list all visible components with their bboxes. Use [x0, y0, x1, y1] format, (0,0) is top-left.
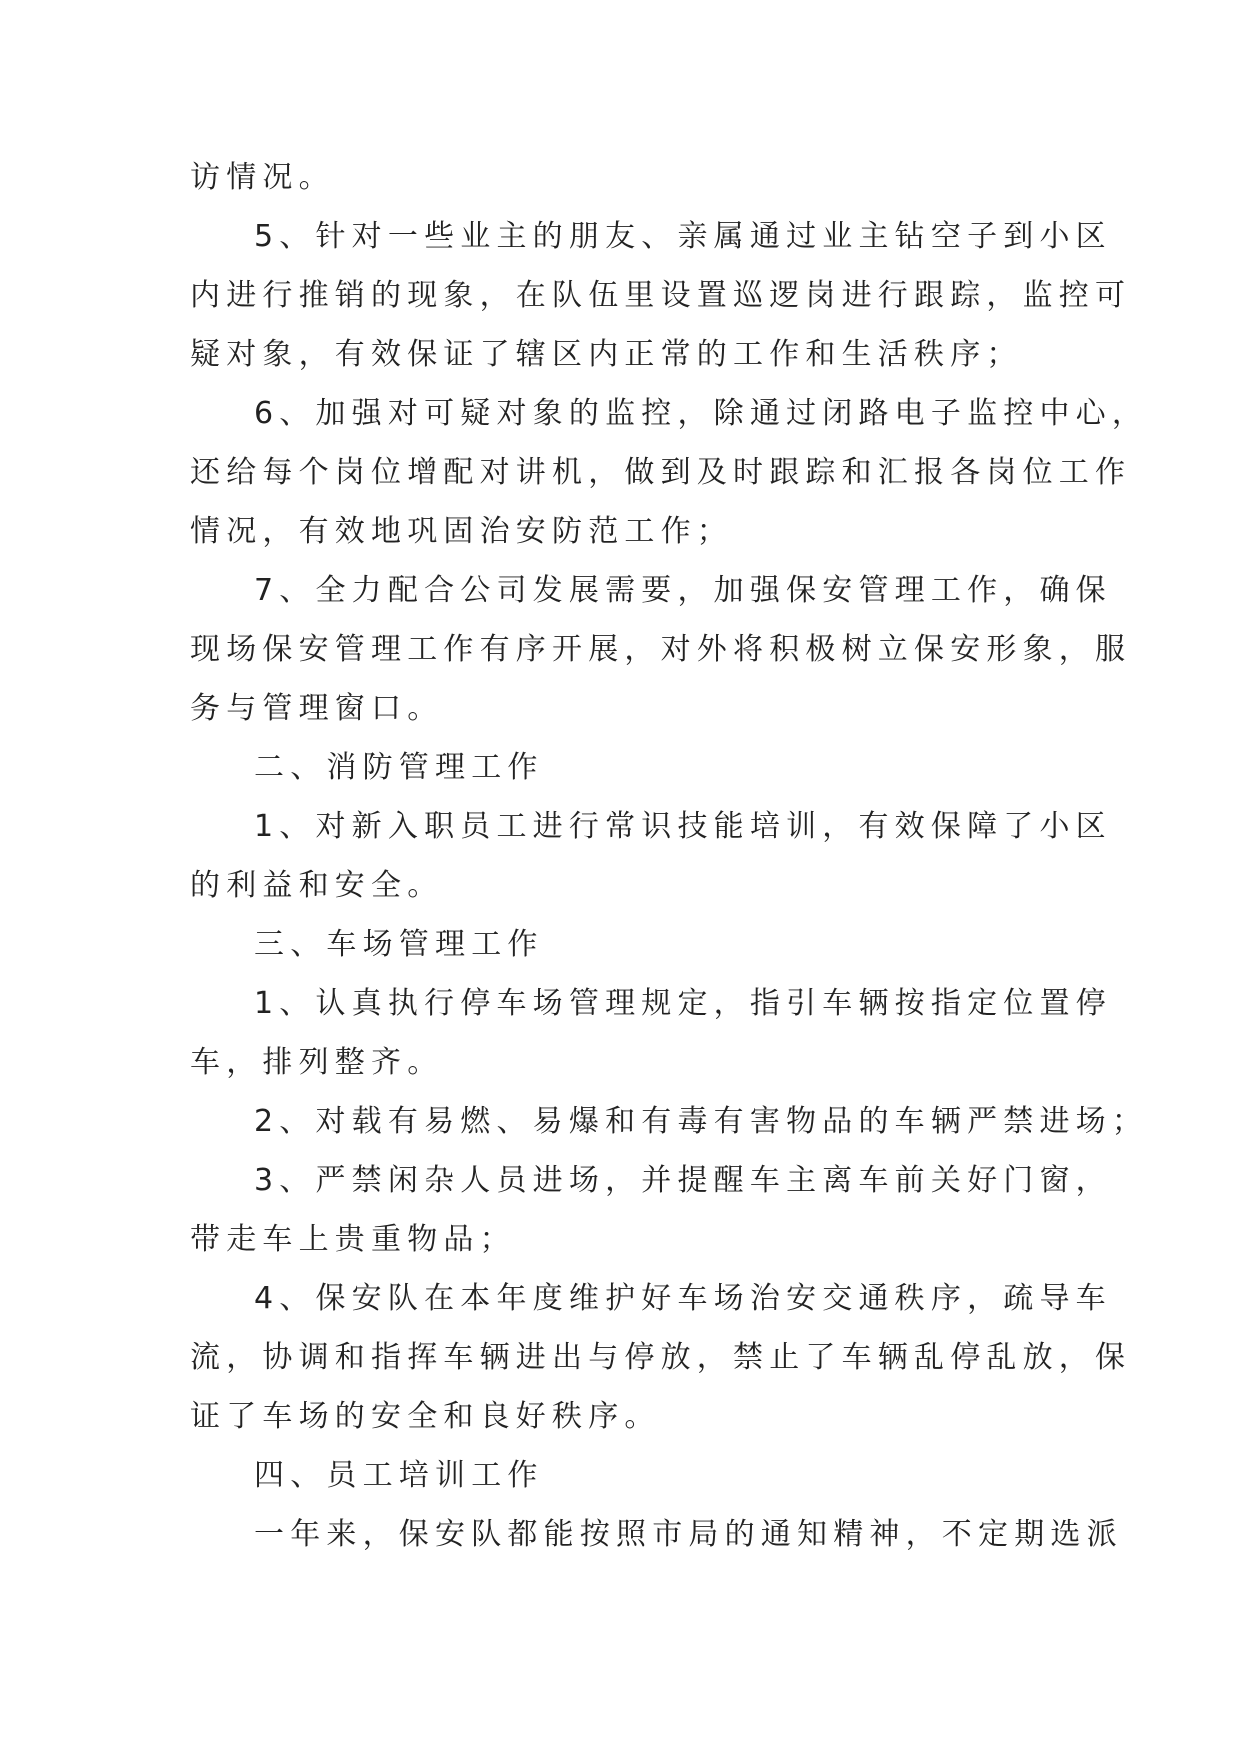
text-line: 务与管理窗口。 — [190, 691, 444, 726]
text-line: 疑对象，有效保证了辖区内正常的工作和生活秩序； — [190, 337, 1023, 372]
text-line: 1、认真执行停车场管理规定，指引车辆按指定位置停 — [254, 986, 1112, 1021]
section-heading: 四、员工培训工作 — [254, 1458, 544, 1493]
document-body — [190, 148, 1149, 1564]
text-line: 情况，有效地巩固治安防范工作； — [190, 514, 733, 549]
text-line: 现场保安管理工作有序开展，对外将积极树立保安形象，服 — [190, 632, 1132, 667]
text-line: 3、严禁闲杂人员进场，并提醒车主离车前关好门窗， — [254, 1163, 1112, 1198]
text-line: 4、保安队在本年度维护好车场治安交通秩序，疏导车 — [254, 1281, 1112, 1316]
text-line: 内进行推销的现象，在队伍里设置巡逻岗进行跟踪，监控可 — [190, 278, 1132, 313]
section-heading: 三、车场管理工作 — [254, 927, 544, 962]
text-line: 证了车场的安全和良好秩序。 — [190, 1399, 661, 1434]
text-line: 2、对载有易燃、易爆和有毒有害物品的车辆严禁进场； — [254, 1104, 1149, 1139]
section-heading: 二、消防管理工作 — [254, 750, 544, 785]
text-line: 一年来，保安队都能按照市局的通知精神，不定期选派 — [254, 1517, 1123, 1552]
text-line: 车，排列整齐。 — [190, 1045, 444, 1080]
text-line: 6、加强对可疑对象的监控，除通过闭路电子监控中心， — [254, 396, 1149, 431]
text-line: 5、针对一些业主的朋友、亲属通过业主钻空子到小区 — [254, 219, 1112, 254]
text-line: 还给每个岗位增配对讲机，做到及时跟踪和汇报各岗位工作 — [190, 455, 1132, 490]
text-line: 流，协调和指挥车辆进出与停放，禁止了车辆乱停乱放，保 — [190, 1340, 1132, 1375]
text-line: 7、全力配合公司发展需要，加强保安管理工作，确保 — [254, 573, 1112, 608]
text-line: 访情况。 — [190, 160, 335, 195]
text-line: 的利益和安全。 — [190, 868, 444, 903]
text-line: 带走车上贵重物品； — [190, 1222, 516, 1257]
text-line: 1、对新入职员工进行常识技能培训，有效保障了小区 — [254, 809, 1112, 844]
